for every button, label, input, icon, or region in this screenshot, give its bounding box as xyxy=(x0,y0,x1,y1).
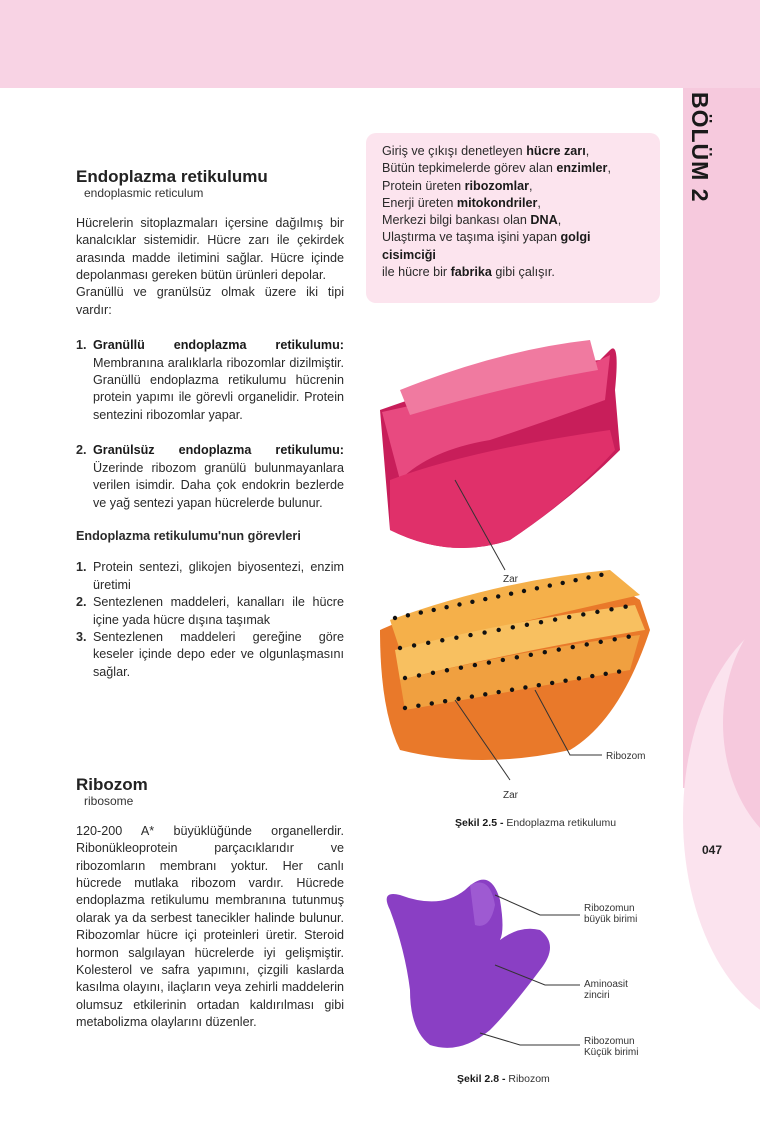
ribosome-dot xyxy=(473,663,477,667)
ribosome-dot xyxy=(482,630,486,634)
info-box-line xyxy=(382,212,642,229)
ribosome-dot xyxy=(537,683,541,687)
ribosome-dot xyxy=(426,641,430,645)
info-box-line xyxy=(382,178,642,195)
ribosome-dot xyxy=(525,623,529,627)
ribosome-dot xyxy=(609,607,613,611)
item-number: 1. xyxy=(76,560,87,575)
ribosome-dot xyxy=(501,658,505,662)
ribosome-section xyxy=(76,776,344,1032)
rough-er-shape xyxy=(380,570,650,760)
item-text: Sentezlenen maddeleri gereğine göre keseler içinde depo eder ve olgunlaşmasını sağlar. xyxy=(93,629,344,679)
info-box-line xyxy=(382,229,642,264)
ribosome-dot xyxy=(567,615,571,619)
ribosome-dot xyxy=(510,688,514,692)
er-subtitle: endoplasmic reticulum xyxy=(84,186,204,201)
ribosome-dot xyxy=(417,673,421,677)
info-box-keyword: golgi cisimciği xyxy=(382,230,591,262)
ribosome-dot xyxy=(445,668,449,672)
ribosome-dot xyxy=(496,690,500,694)
ribosome-dot xyxy=(553,617,557,621)
info-box-text: , xyxy=(557,213,562,228)
er-functions-title: Endoplazma retikulumu'nun görevleri xyxy=(76,528,301,543)
info-box-text: , xyxy=(529,178,533,193)
ribosome-dot xyxy=(523,685,527,689)
item-number: 1. xyxy=(76,338,87,353)
label-amino-acid-chain: Aminoasit zinciri xyxy=(584,979,628,1001)
er-intro: Hücrelerin sitoplazmaları içersine dağılmış bir kanalcıklar sistemidir. Hücre zarı ile çekirdek arasında madde iletimini sağlar. Hücre içinde depolanması gereken bütün ürünleri depolar. xyxy=(76,215,344,283)
ribosome-dot xyxy=(496,594,500,598)
ribosome-dot xyxy=(585,642,589,646)
ribosome-dot xyxy=(431,671,435,675)
er-intro2: Granüllü ve granülsüz olmak üzere iki tipi vardır: xyxy=(76,285,344,317)
info-box-line xyxy=(382,160,642,177)
ribosome-dot xyxy=(483,692,487,696)
ribosome-dot xyxy=(586,575,590,579)
function-item xyxy=(76,594,344,629)
ribosome-dot xyxy=(444,605,448,609)
function-item xyxy=(76,629,344,681)
ribosome-dot xyxy=(539,620,543,624)
er-type-1 xyxy=(76,337,344,424)
ribosome-dot xyxy=(403,706,407,710)
page-number: 047 xyxy=(702,843,723,857)
er-illustration xyxy=(370,330,670,800)
ribosome-dot xyxy=(577,676,581,680)
info-box-text: Giriş ve çıkışı denetleyen xyxy=(382,144,527,158)
ribosome-dot xyxy=(522,589,526,593)
ribosome-dot xyxy=(604,672,608,676)
ribosome-dot xyxy=(599,573,603,577)
info-box-text: Enerji üreten xyxy=(382,195,457,210)
ribosome-dot xyxy=(403,676,407,680)
item-number: 2. xyxy=(76,443,87,458)
ribosome-dot xyxy=(535,586,539,590)
ribosome-dot xyxy=(509,592,513,596)
label-ribozom: Ribozom xyxy=(606,751,646,762)
ribosome-dot xyxy=(626,635,630,639)
info-box-line xyxy=(382,195,642,212)
ribosome-dot xyxy=(571,645,575,649)
info-box-line xyxy=(382,143,642,160)
ribosome-dot xyxy=(599,640,603,644)
ribosome-dot xyxy=(550,681,554,685)
pointer-line xyxy=(495,895,580,915)
ribosome-dot xyxy=(456,697,460,701)
ribosome-dot xyxy=(511,625,515,629)
ribosome-dot xyxy=(543,650,547,654)
ribosome-dot xyxy=(581,612,585,616)
ribosome-dot xyxy=(548,583,552,587)
label-small-subunit: Ribozomun Küçük birimi xyxy=(584,1036,639,1058)
ribosome-dot xyxy=(623,605,627,609)
ribosome-dot xyxy=(468,633,472,637)
ribosome-dot xyxy=(573,578,577,582)
info-box-text: , xyxy=(537,195,541,210)
ribosome-dot xyxy=(590,674,594,678)
ribosome-dot xyxy=(595,610,599,614)
figure-er-caption xyxy=(455,817,616,829)
ribosome-dot xyxy=(406,613,410,617)
ribosome-dot xyxy=(487,660,491,664)
smooth-er-shape xyxy=(380,340,620,548)
ribosome-illustration xyxy=(380,870,580,1060)
ribosome-dot xyxy=(393,616,397,620)
pointer-line xyxy=(480,1033,580,1045)
ribosome-dot xyxy=(470,694,474,698)
info-box-text: ile hücre bir xyxy=(382,265,451,280)
caption-number: Şekil 2.5 - xyxy=(455,817,504,829)
caption-text: Endoplazma retikulumu xyxy=(506,817,617,829)
top-header-band xyxy=(0,0,760,88)
figure-ribosome-caption xyxy=(457,1073,550,1085)
ribosome-dot xyxy=(617,669,621,673)
ribosome-dot xyxy=(398,646,402,650)
ribosome-dot xyxy=(557,647,561,651)
info-box-keyword: ribozomlar xyxy=(464,178,530,193)
ribosome-subtitle: ribosome xyxy=(84,794,134,809)
ribosome-dot xyxy=(529,653,533,657)
ribosome-dot xyxy=(432,608,436,612)
item-text: Sentezlenen maddeleri, kanalları ile hücre içine yada hücre dışına taşımak xyxy=(93,595,344,627)
item-number: 3. xyxy=(76,629,87,644)
ribosome-dot xyxy=(515,655,519,659)
info-box-text: gibi çalışır. xyxy=(491,265,555,280)
ribosome-dot xyxy=(483,597,487,601)
label-zar-top: Zar xyxy=(503,574,518,585)
info-box-keyword: mitokondriler xyxy=(456,195,538,210)
ribosome-title: Ribozom xyxy=(76,775,148,794)
ribosome-dot xyxy=(430,701,434,705)
info-box-keyword: DNA xyxy=(530,213,558,228)
er-type-2 xyxy=(76,442,344,512)
ribosome-dot xyxy=(563,678,567,682)
ribosome-dot xyxy=(454,635,458,639)
item-title: Granülsüz endoplazma retikulumu: xyxy=(93,443,344,458)
info-box-keyword: fabrika xyxy=(450,265,492,280)
item-title: Granüllü endoplazma retikulumu: xyxy=(93,338,344,353)
label-zar-bottom: Zar xyxy=(503,790,518,801)
ribosome-dot xyxy=(497,628,501,632)
info-box-text: Merkezi bilgi bankası olan xyxy=(382,213,531,228)
ribosome-dot xyxy=(412,643,416,647)
item-text: Protein sentezi, glikojen biyosentezi, enzim üretimi xyxy=(93,560,344,592)
info-box-text: Bütün tepkimelerde görev alan xyxy=(382,161,557,176)
ribosome-dot xyxy=(419,610,423,614)
label-large-subunit: Ribozomun büyük birimi xyxy=(584,903,638,925)
er-title: Endoplazma retikulumu xyxy=(76,167,268,186)
ribosome-dot xyxy=(561,581,565,585)
item-number: 2. xyxy=(76,595,87,610)
chapter-side-tab xyxy=(683,88,760,1140)
chapter-label: BÖLÜM 2 xyxy=(687,92,713,203)
ribosome-dot xyxy=(416,704,420,708)
info-box xyxy=(366,133,660,303)
ribosome-dot xyxy=(440,638,444,642)
info-box-text: , xyxy=(585,144,590,158)
ribosome-dot xyxy=(459,665,463,669)
ribosome-dot xyxy=(613,637,617,641)
function-item xyxy=(76,559,344,594)
ribosome-dot xyxy=(443,699,447,703)
ribosome-dot xyxy=(457,602,461,606)
caption-number: Şekil 2.8 - xyxy=(457,1073,506,1085)
info-box-keyword: enzimler xyxy=(556,161,608,176)
caption-text: Ribozom xyxy=(508,1073,550,1085)
info-box-text: Ulaştırma ve taşıma işini yapan xyxy=(382,230,561,245)
info-box-keyword: hücre zarı xyxy=(526,144,586,158)
ribosome-dot xyxy=(470,600,474,604)
item-text: Üzerinde ribozom granülü bulunmayanlara verilen isimdir. Daha çok endokrin bezlerde ve yağ sentezi yapan hücrelerde bulunur. xyxy=(93,460,344,510)
info-box-line xyxy=(382,264,642,281)
item-text: Membranına aralıklarla ribozomlar dizilmiştir. Granüllü endoplazma retikulumu hücrenin protein yapımı ile görevli organelidir. Protein sentezini ribozomlar yapar. xyxy=(93,355,344,422)
er-section xyxy=(76,168,344,681)
ribosome-text: 120-200 A* büyüklüğünde organellerdir. Ribonükleoprotein parçacıklarıdır ve ribozomların membranı yoktur. Her canlı hücrede mutlaka ribozom vardır. Hücrede endoplazma retikulumu membranına tutunmuş olarak ya da serbest tanecikler halinde bulunur. Ribozomlar hücre içi proteinleri üretir. Steroid hormon salgılayan hücrelerde iyi gelişmiştir. Kolesterol ve safra yapımını, çizgili kaslarda kasılma olayını, ilaçların veya zehirli maddelerin olumsuz etkilerinin ortadan kaldırılması gibi metabolizma olaylarını düzenler. xyxy=(76,823,344,1030)
info-box-text: , xyxy=(607,161,611,176)
info-box-text: Protein üreten xyxy=(382,178,465,193)
